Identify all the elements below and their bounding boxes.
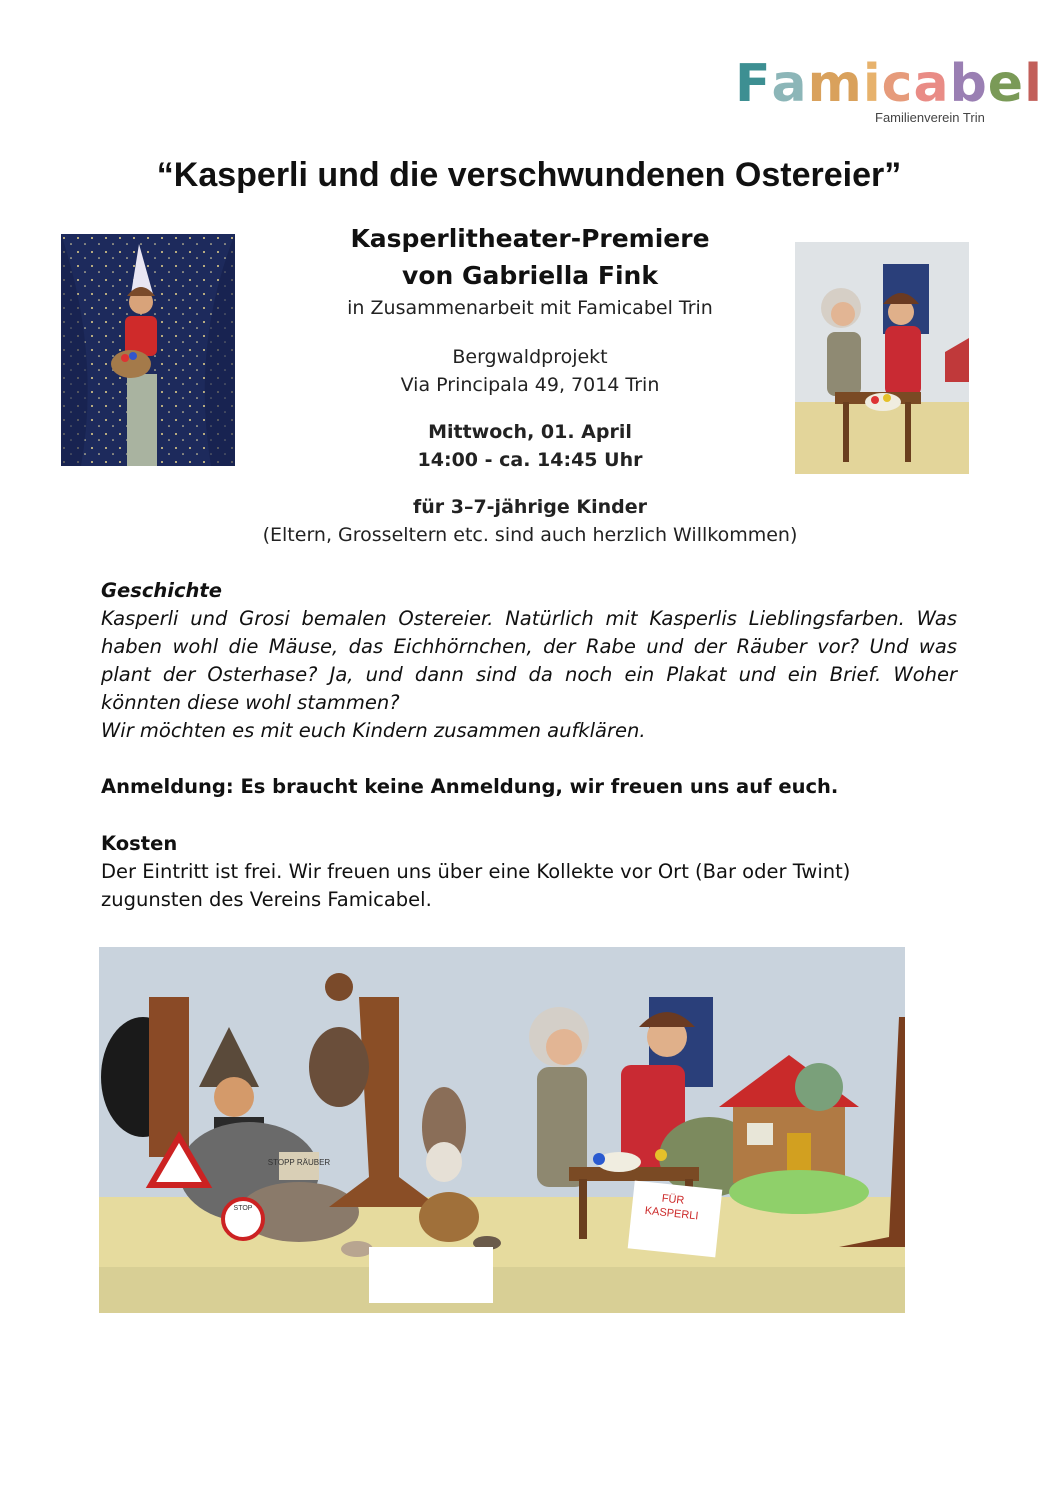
venue-name: Bergwaldprojekt <box>452 346 608 368</box>
logo-letter: l <box>1024 54 1043 114</box>
event-heading-line1: Kasperlitheater-Premiere <box>350 224 710 253</box>
logo-letter: a <box>913 54 950 114</box>
story-section <box>101 577 957 745</box>
event-heading-line2: von Gabriella Fink <box>402 261 658 290</box>
audience-label: für 3–7-jährige Kinder <box>412 496 648 518</box>
event-time: 14:00 - ca. 14:45 Uhr <box>417 449 643 471</box>
kasperli-grosi-photo <box>795 242 969 474</box>
story-closing: Wir möchten es mit euch Kindern zusammen aufklären. <box>101 719 646 742</box>
venue-address: Via Principala 49, 7014 Trin <box>400 374 660 396</box>
date-time-info <box>280 418 780 474</box>
logo-letter: m <box>807 54 863 114</box>
kasperli-curtain-photo <box>61 234 235 466</box>
stop-sign-text: STOP <box>233 1205 253 1212</box>
event-info <box>280 220 780 322</box>
logo-letter: c <box>881 54 914 114</box>
card-text-line2: KASPERLI <box>644 1204 699 1223</box>
logo-letter: F <box>735 54 772 114</box>
venue-info <box>280 343 780 399</box>
page-title: “Kasperli und die verschwundenen Ostereier” <box>156 156 902 194</box>
costs-heading: Kosten <box>101 832 178 855</box>
logo-letter: a <box>771 54 808 114</box>
event-date: Mittwoch, 01. April <box>428 421 632 443</box>
audience-note: (Eltern, Grosseltern etc. sind auch herzlich Willkommen) <box>262 524 798 546</box>
collaboration-text: in Zusammenarbeit mit Famicabel Trin <box>347 297 713 319</box>
famicabel-logo <box>735 54 1043 128</box>
rauber-sign-text: STOPP RÄUBER <box>267 1158 331 1167</box>
logo-letter: e <box>987 54 1025 114</box>
story-heading: Geschichte <box>101 579 222 602</box>
costs-section <box>101 830 957 914</box>
puppet-scene-photo <box>99 947 905 1313</box>
logo-letter: b <box>949 54 988 114</box>
logo-letter: i <box>862 54 882 114</box>
registration-note: Anmeldung: Es braucht keine Anmeldung, wir freuen uns auf euch. <box>101 775 839 798</box>
costs-text: Der Eintritt ist frei. Wir freuen uns über eine Kollekte vor Ort (Bar oder Twint) zugunsten des Vereins Famicabel. <box>101 860 851 911</box>
audience-info <box>180 493 880 549</box>
story-paragraph: Kasperli und Grosi bemalen Ostereier. Natürlich mit Kasperlis Lieblingsfarben. Was haben wohl die Mäuse, das Eichhörnchen, der Rabe und der Räuber vor? Und was plant der Osterhase? Ja, und dann sind da noch ein Plakat und ein Brief. Woher könnten diese wohl stammen? <box>101 607 957 714</box>
card-text-line1: FÜR <box>661 1192 685 1207</box>
logo-wordmark <box>735 54 1043 114</box>
logo-subtitle: Familienverein Trin <box>875 110 985 125</box>
